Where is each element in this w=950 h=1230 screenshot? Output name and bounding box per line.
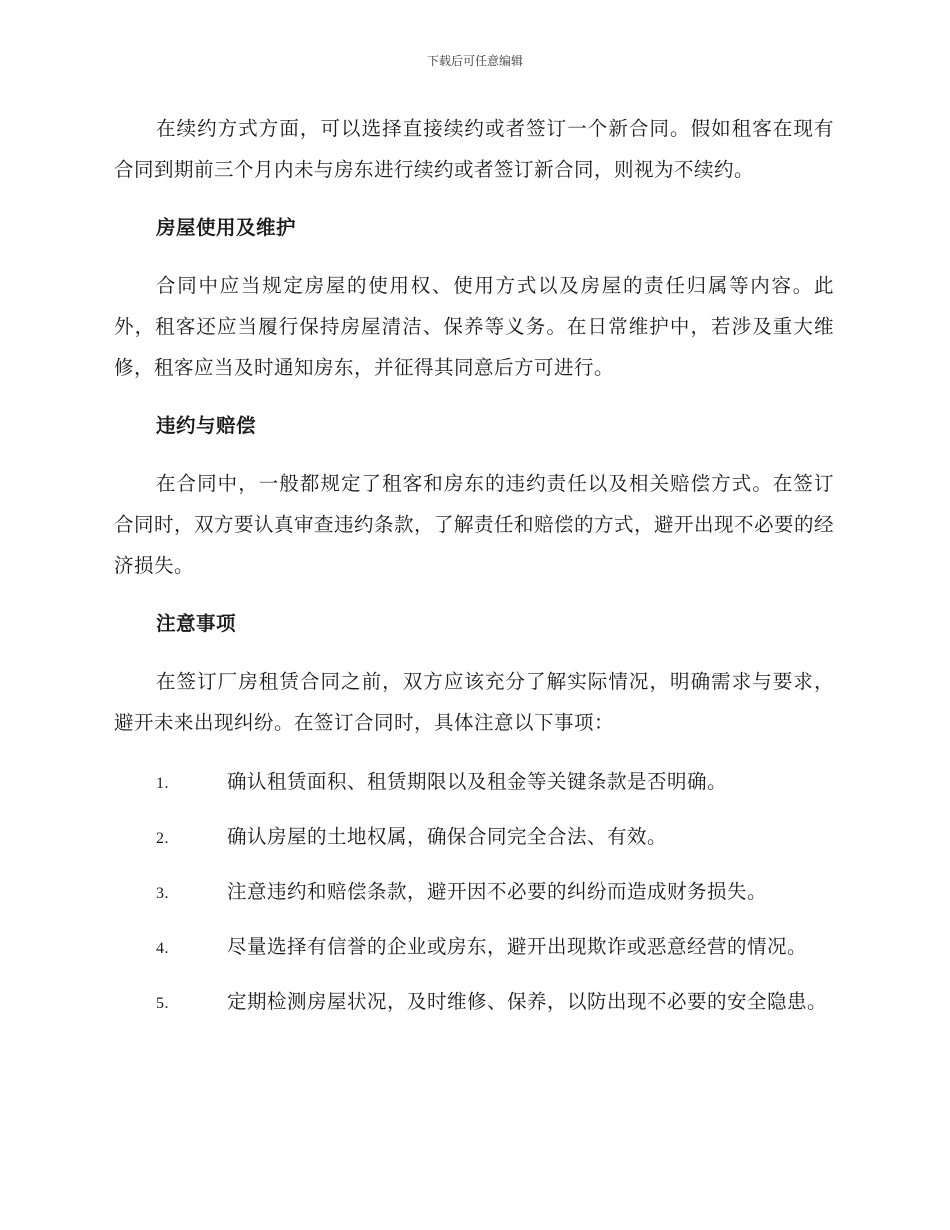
heading-breach-compensation: 违约与赔偿 <box>156 414 257 437</box>
list-number: 1. <box>156 775 169 792</box>
document-body <box>114 108 834 1036</box>
list-text: 定期检测房屋状况，及时维修、保养，以防出现不必要的安全隐患。 <box>227 990 828 1013</box>
page-header: 下载后可任意编辑 <box>426 54 523 68</box>
paragraph-renewal: 在续约方式方面，可以选择直接续约或者签订一个新合同。假如租客在现有合同到期前三个月内未与房东进行续约或者签订新合同，则视为不续约。 <box>114 117 834 181</box>
list-text: 确认租赁面积、租赁期限以及租金等关键条款是否明确。 <box>227 770 728 793</box>
notes-list <box>114 761 834 1024</box>
list-text: 尽量选择有信誉的企业或房东，避开出现欺诈或恶意经营的情况。 <box>227 935 808 958</box>
heading-notes: 注意事项 <box>156 612 237 635</box>
heading-usage-maintenance: 房屋使用及维护 <box>156 216 297 239</box>
list-item <box>114 926 834 969</box>
list-item <box>114 871 834 914</box>
list-number: 4. <box>156 940 169 957</box>
paragraph-usage-maintenance: 合同中应当规定房屋的使用权、使用方式以及房屋的责任归属等内容。此外，租客还应当履行保持房屋清洁、保养等义务。在日常维护中，若涉及重大维修，租客应当及时通知房东，并征得其同意后方可进行。 <box>114 274 834 379</box>
list-item <box>114 816 834 859</box>
paragraph-breach-compensation: 在合同中，一般都规定了租客和房东的违约责任以及相关赔偿方式。在签订合同时，双方要认真审查违约条款，了解责任和赔偿的方式，避开出现不必要的经济损失。 <box>114 472 835 577</box>
list-item <box>114 761 834 804</box>
list-number: 2. <box>156 830 169 847</box>
list-number: 5. <box>156 995 169 1012</box>
list-text: 注意违约和赔偿条款，避开因不必要的纠纷而造成财务损失。 <box>227 880 768 903</box>
list-text: 确认房屋的土地权属，确保合同完全合法、有效。 <box>227 825 668 848</box>
list-number: 3. <box>156 885 169 902</box>
paragraph-notes: 在签订厂房租赁合同之前，双方应该充分了解实际情况，明确需求与要求，避开未来出现纠纷。在签订合同时，具体注意以下事项： <box>114 670 834 734</box>
list-item <box>114 981 834 1024</box>
